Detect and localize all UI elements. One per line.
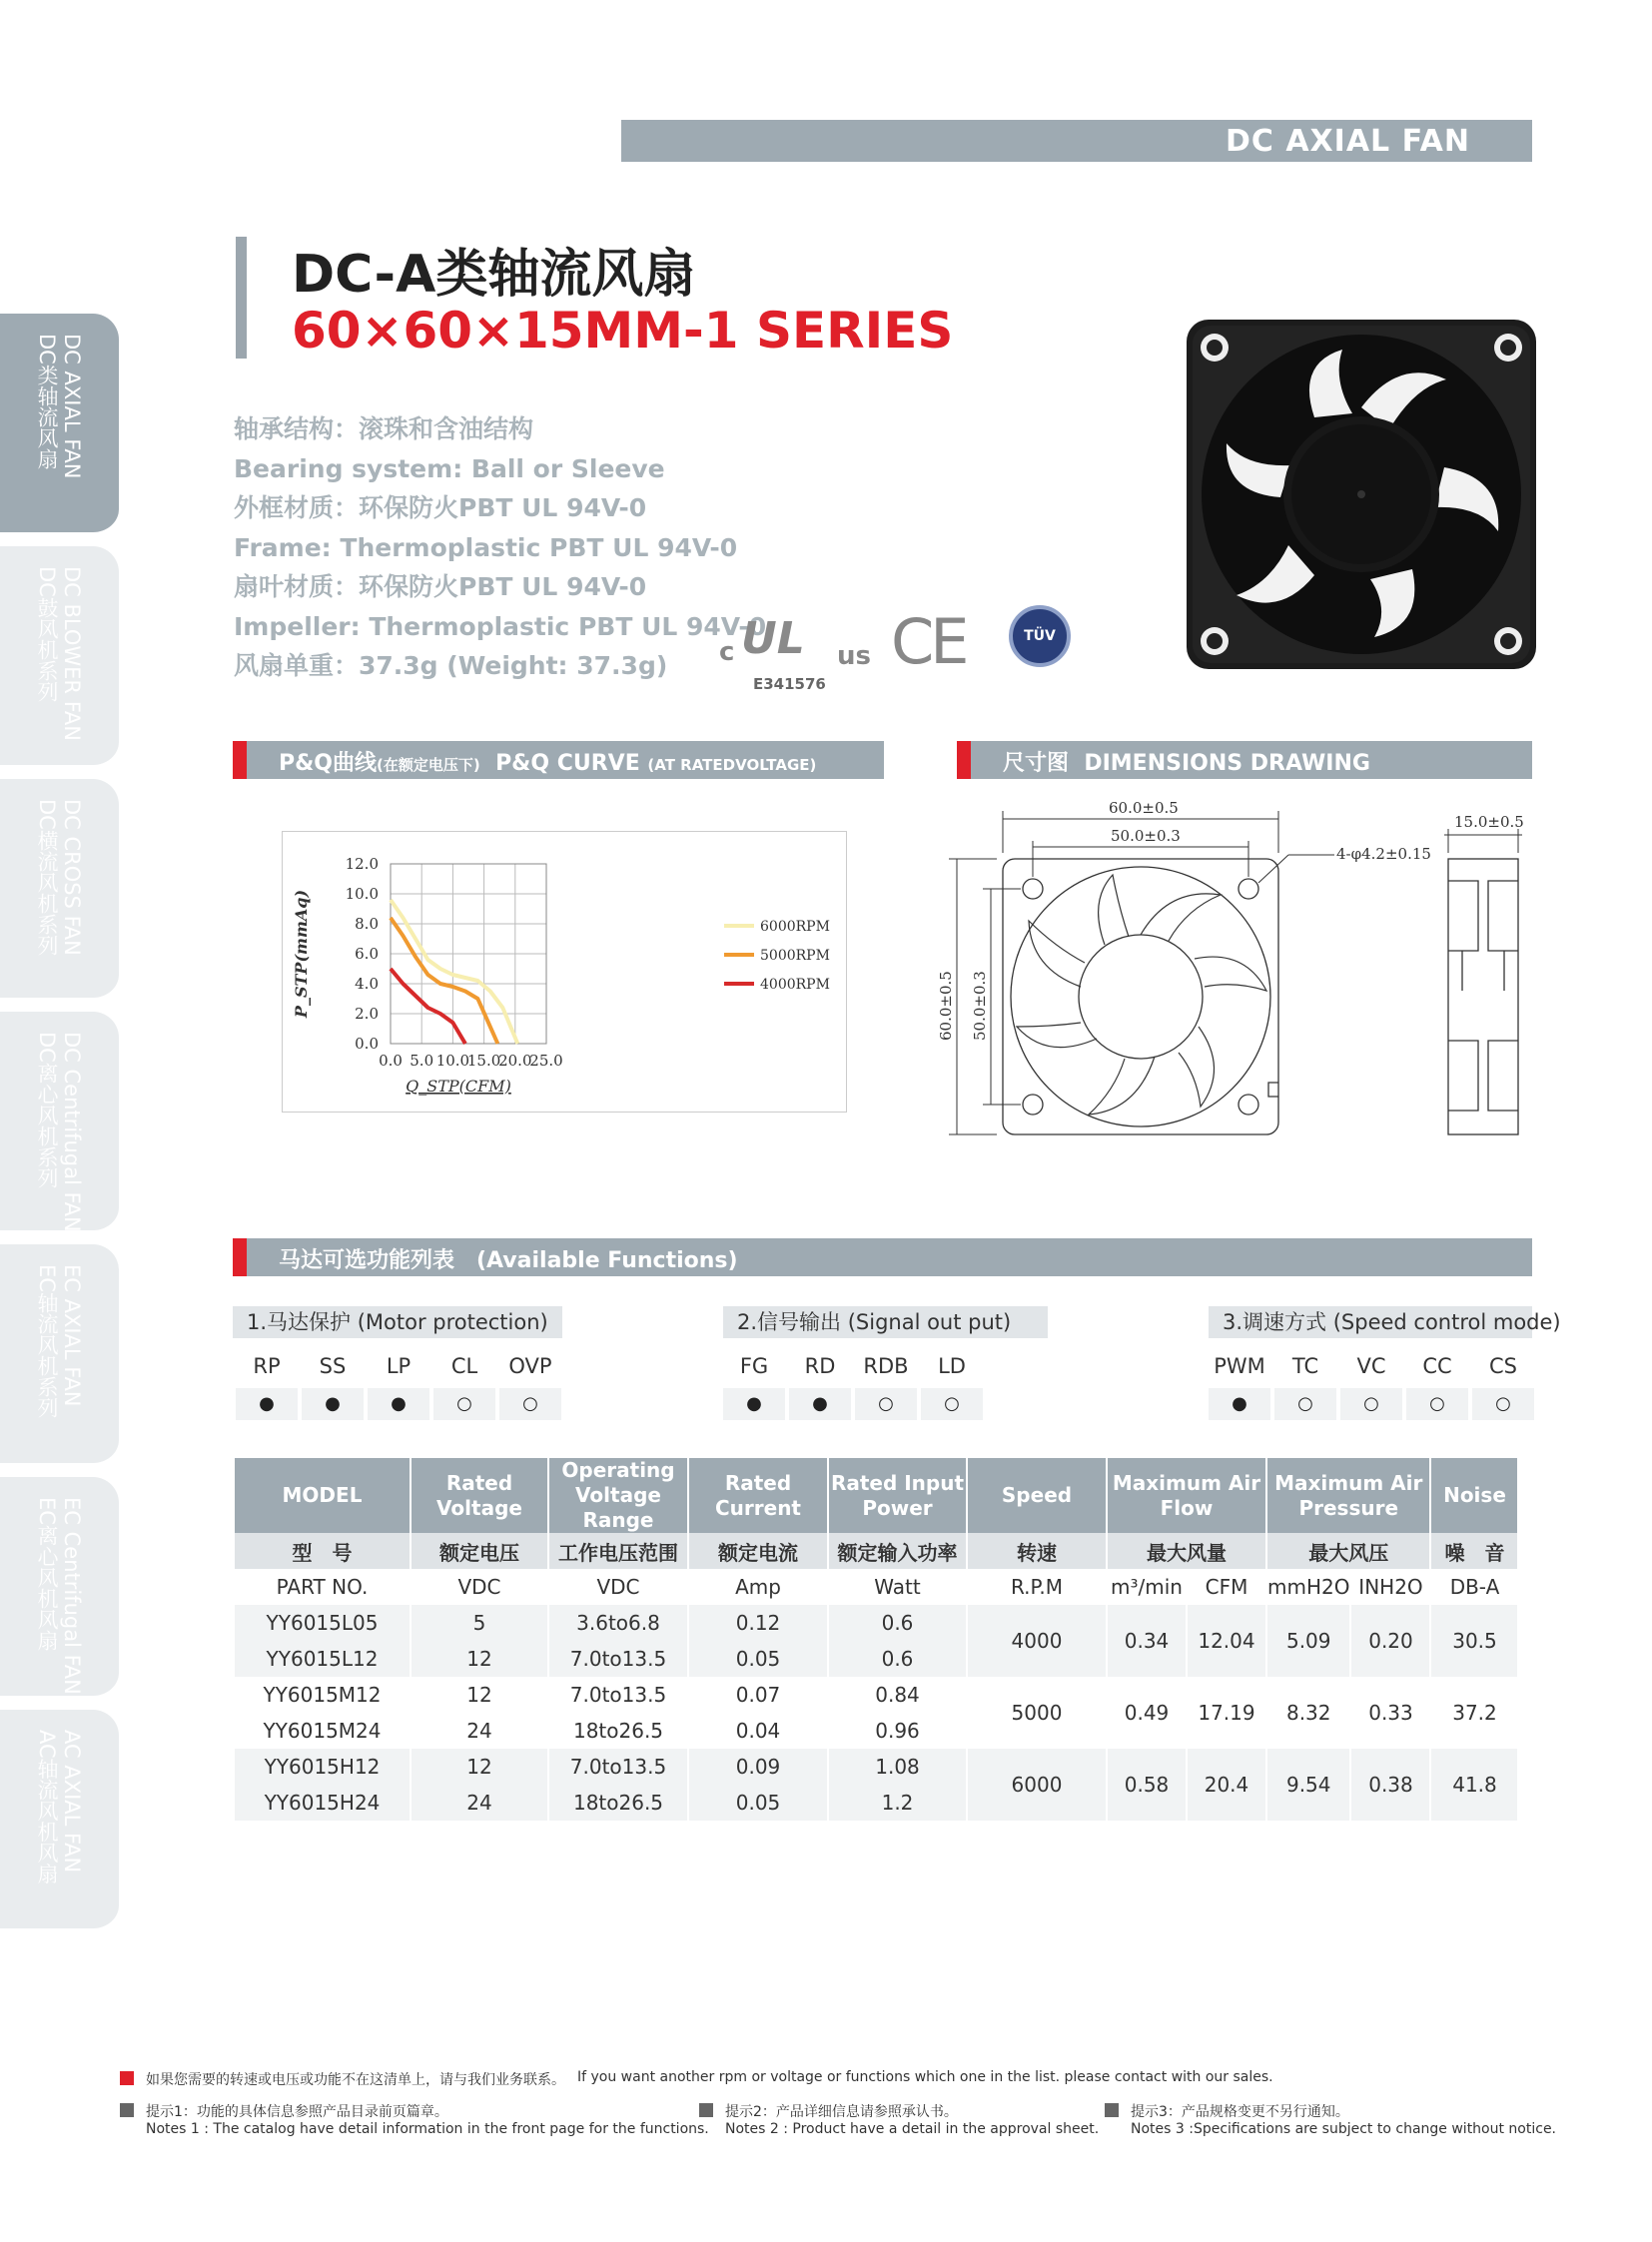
cell-range: 7.0to13.5 [548,1749,688,1785]
legend-label: 5000RPM [760,948,830,964]
dim-hole-label: 4-φ4.2±0.15 [1336,845,1431,863]
th-speed: Speed [967,1458,1107,1533]
footer-note-cn: 提示3：产品规格变更不另行通知。 [1131,2104,1349,2120]
cell-pressure-in: 0.20 [1350,1605,1430,1677]
unit-cell: DB-A [1430,1569,1517,1605]
spec-line: 外框材质：环保防火PBT UL 94V-0 [234,493,647,522]
cell-power: 0.6 [828,1605,967,1641]
cell-pressure-in: 0.38 [1350,1749,1430,1821]
cell-model: YY6015H12 [234,1749,411,1785]
func-mark: ● [368,1388,429,1420]
func-mark: ○ [1274,1388,1336,1420]
ul-c-mark: c [719,637,735,667]
side-tab-ec-axial[interactable] [0,1244,119,1466]
cell-flow-cfm: 20.4 [1187,1749,1266,1821]
dim-section-title [1003,746,1370,777]
footer-note-en: Notes 3 :Specifications are subject to change without notice. [1131,2121,1557,2137]
dim-thickness: 15.0±0.5 [1454,813,1524,831]
dim-title-en: DIMENSIONS DRAWING [1084,751,1370,776]
func-mark: ○ [499,1388,561,1420]
unit-cell: mmH2O [1266,1569,1350,1605]
series-line-4000rpm [391,969,465,1044]
func-item: LD [938,1354,966,1378]
spec-line: 扇叶材质：环保防火PBT UL 94V-0 [234,572,647,601]
func-item: CC [1422,1354,1452,1378]
cell-model: YY6015H24 [234,1785,411,1821]
y-tick-label: 10.0 [345,885,379,903]
th-operating-voltage: Operating Voltage Range [548,1458,688,1533]
functions-section-header [233,1238,1532,1276]
x-tick-label: 15.0 [466,1052,501,1070]
side-tab-label-cn: EC轴流风机系列 [35,1264,59,1418]
footer-note-en: Notes 1 : The catalog have detail information in the front page for the functions. [146,2121,709,2137]
table-header-cn-row [234,1533,1517,1569]
title-accent-bar [236,237,247,359]
cell-current: 0.05 [688,1641,828,1677]
side-tab-ec-centrifugal[interactable] [0,1477,119,1699]
cell-voltage: 5 [411,1605,548,1641]
pq-chart [282,831,847,1113]
cell-voltage: 24 [411,1785,548,1821]
func-item: SS [319,1354,347,1378]
func-group-title: 1.马达保护 (Motor protection) [233,1306,562,1338]
cell-power: 1.08 [828,1749,967,1785]
cell-current: 0.05 [688,1785,828,1821]
func-item: RD [804,1354,836,1378]
pq-section-header [233,741,884,779]
page-subtitle: 60×60×15MM-1 SERIES [292,302,954,360]
spec-line: Frame: Thermoplastic PBT UL 94V-0 [234,532,738,562]
cell-model: YY6015L12 [234,1641,411,1677]
cell-power: 1.2 [828,1785,967,1821]
pq-title-en: P&Q CURVE [495,751,640,776]
pq-title-cn: P&Q曲线 [279,751,378,776]
pq-chart-svg [283,832,848,1114]
cell-noise: 37.2 [1430,1677,1517,1749]
dimensions-section-header [957,741,1532,779]
footer-note-cn: 提示2：产品详细信息请参照承认书。 [725,2104,958,2120]
cell-model: YY6015M12 [234,1677,411,1713]
side-tab-label-cn: DC类轴流风扇 [35,334,59,469]
unit-cell: R.P.M [967,1569,1107,1605]
table-header-row [234,1458,1517,1533]
spec-table [233,1458,1517,1821]
func-mark: ○ [1472,1388,1534,1420]
x-tick-label: 25.0 [529,1052,563,1070]
func-mark: ○ [855,1388,917,1420]
x-tick-label: 20.0 [498,1052,532,1070]
y-tick-label: 8.0 [355,915,379,933]
footer-red-marker [120,2071,134,2085]
ce-cert-logo: CE [891,605,966,678]
spec-line: Bearing system: Ball or Sleeve [234,453,665,483]
side-tab-label-en: EC AXIAL FAN [60,1264,84,1407]
cell-flow-m3: 0.58 [1107,1749,1187,1821]
cell-range: 7.0to13.5 [548,1677,688,1713]
cell-current: 0.04 [688,1713,828,1749]
side-tab-label-cn: AC轴流风机风扇 [35,1730,59,1884]
y-tick-label: 12.0 [345,855,379,873]
unit-cell: INH2O [1350,1569,1430,1605]
side-tab-label-en: DC AXIAL FAN [60,334,84,479]
functions-title: 马达可选功能列表 (Available Functions) [279,1248,738,1273]
cell-model: YY6015M24 [234,1713,411,1749]
unit-cell: PART NO. [234,1569,411,1605]
func-mark: ○ [1340,1388,1402,1420]
fan-product-photo [1185,318,1538,671]
func-item: RP [253,1354,281,1378]
cell-current: 0.09 [688,1749,828,1785]
th-cn: 型 号 [234,1533,411,1569]
cell-voltage: 12 [411,1641,548,1677]
side-tab-label-en: DC CROSS FAN [60,799,84,956]
pq-title-cn-note: (在额定电压下) [377,756,480,774]
table-row [234,1605,1517,1641]
th-cn: 额定输入功率 [828,1533,967,1569]
func-mark: ○ [1406,1388,1468,1420]
section-accent [957,741,971,779]
dim-title-cn: 尺寸图 [1003,751,1070,776]
func-item: TC [1291,1354,1319,1378]
y-tick-label: 6.0 [355,945,379,963]
th-cn: 工作电压范围 [548,1533,688,1569]
func-item: LP [386,1354,412,1378]
unit-cell: Watt [828,1569,967,1605]
th-cn: 转速 [967,1533,1107,1569]
func-item: VC [1356,1354,1386,1378]
y-tick-label: 4.0 [355,975,379,993]
spec-line: Impeller: Thermoplastic PBT UL 94V-0 [234,611,767,641]
unit-cell: CFM [1187,1569,1266,1605]
unit-cell: m³/min [1107,1569,1187,1605]
section-accent [233,741,247,779]
header-band [621,120,1532,162]
page-title: DC-A类轴流风扇 [292,245,696,305]
footer-note-marker [699,2103,713,2117]
th-max-air-pressure: Maximum Air Pressure [1266,1458,1430,1533]
header-band-text: DC AXIAL FAN [1225,124,1470,159]
dim-overall-height: 60.0±0.5 [937,971,955,1041]
th-cn: 噪 音 [1430,1533,1517,1569]
cell-flow-cfm: 17.19 [1187,1677,1266,1749]
x-tick-label: 5.0 [410,1052,434,1070]
cell-power: 0.6 [828,1641,967,1677]
side-tab-dc-centrifugal[interactable] [0,1012,119,1233]
cell-noise: 41.8 [1430,1749,1517,1821]
func-item: FG [739,1354,769,1378]
side-tab-label-cn: DC鼓风机系列 [35,566,59,702]
cell-voltage: 12 [411,1749,548,1785]
th-rated-voltage: Rated Voltage [411,1458,548,1533]
th-noise: Noise [1430,1458,1517,1533]
cell-flow-m3: 0.49 [1107,1677,1187,1749]
side-tab-label-cn: DC横流风机系列 [35,799,59,956]
cell-speed: 5000 [967,1677,1107,1749]
cell-model: YY6015L05 [234,1605,411,1641]
cell-current: 0.12 [688,1605,828,1641]
cell-pressure-in: 0.33 [1350,1677,1430,1749]
series-line-5000rpm [391,918,497,1044]
func-group-title: 2.信号输出 (Signal out put) [723,1306,1048,1338]
section-accent [233,1238,247,1276]
y-tick-label: 2.0 [355,1005,379,1023]
pq-section-title [279,746,816,777]
cell-flow-m3: 0.34 [1107,1605,1187,1677]
th-model: MODEL [234,1458,411,1533]
side-tab-label-en: AC AXIAL FAN [60,1730,84,1873]
cell-power: 0.84 [828,1677,967,1713]
footer-note-marker [1105,2103,1119,2117]
side-tab-label-cn: DC离心风机系列 [35,1032,59,1188]
x-axis-label: Q_STP(CFM) [406,1077,511,1096]
cell-range: 7.0to13.5 [548,1641,688,1677]
cell-speed: 6000 [967,1749,1107,1821]
footer-note-en: Notes 2 : Product have a detail in the approval sheet. [725,2121,1100,2137]
func-item: CL [450,1354,478,1378]
unit-cell: VDC [548,1569,688,1605]
func-mark: ○ [921,1388,983,1420]
dim-overall-width: 60.0±0.5 [1109,799,1179,817]
side-tab-dc-cross[interactable] [0,779,119,1001]
func-mark: ● [723,1388,785,1420]
side-tab-ac-axial[interactable] [0,1710,119,1931]
func-mark: ○ [433,1388,495,1420]
ul-cert-number: E341576 [753,675,826,693]
cell-power: 0.96 [828,1713,967,1749]
side-tab-label-en: DC Centrifugal FAN [60,1032,84,1232]
th-rated-current: Rated Current [688,1458,828,1533]
func-item: CS [1489,1354,1517,1378]
legend-label: 6000RPM [760,919,830,935]
th-rated-power: Rated Input Power [828,1458,967,1533]
legend-label: 4000RPM [760,977,830,993]
side-tab-label-en: DC BLOWER FAN [60,566,84,741]
pq-title-en-note: (AT RATEDVOLTAGE) [647,756,817,774]
y-axis-label: P_STP(mmAq) [292,889,311,1019]
cell-voltage: 24 [411,1713,548,1749]
func-mark: ● [789,1388,851,1420]
unit-cell: VDC [411,1569,548,1605]
ul-cert-logo [719,607,869,697]
cell-pressure-mm: 9.54 [1266,1749,1350,1821]
cell-range: 18to26.5 [548,1713,688,1749]
cell-flow-cfm: 12.04 [1187,1605,1266,1677]
spec-line: 轴承结构：滚珠和含油结构 [234,414,534,443]
cell-noise: 30.5 [1430,1605,1517,1677]
th-cn: 额定电流 [688,1533,828,1569]
th-cn: 额定电压 [411,1533,548,1569]
cell-range: 3.6to6.8 [548,1605,688,1641]
dimensions-drawing [929,791,1538,1170]
th-max-air-flow: Maximum Air Flow [1107,1458,1266,1533]
side-tab-label-cn: EC离心风机风扇 [35,1497,59,1651]
func-mark: ● [1209,1388,1270,1420]
func-mark: ● [302,1388,364,1420]
unit-cell: Amp [688,1569,828,1605]
table-row [234,1677,1517,1713]
func-group-title: 3.调速方式 (Speed control mode) [1209,1306,1532,1338]
ul-mark: UL [741,613,805,664]
x-tick-label: 0.0 [379,1052,403,1070]
func-item: RDB [863,1354,909,1378]
table-units-row [234,1569,1517,1605]
spec-line: 风扇单重：37.3g (Weight: 37.3g) [234,651,668,680]
cell-current: 0.07 [688,1677,828,1713]
footer-main-cn: 如果您需要的转速或电压或功能不在这清单上，请与我们业务联系。 [146,2072,565,2088]
func-item: PWM [1214,1354,1265,1378]
cell-voltage: 12 [411,1677,548,1713]
footer-note-marker [120,2103,134,2117]
table-row [234,1749,1517,1785]
cell-speed: 4000 [967,1605,1107,1677]
cell-range: 18to26.5 [548,1785,688,1821]
func-item: OVP [508,1354,552,1378]
dim-hole-spacing: 50.0±0.3 [1111,827,1181,845]
footer-main-en: If you want another rpm or voltage or functions which one in the list. please contact with our sales. [577,2069,1273,2085]
y-tick-label: 0.0 [355,1035,379,1053]
side-tab-dc-axial[interactable] [0,314,119,535]
th-cn: 最大风压 [1266,1533,1430,1569]
th-cn: 最大风量 [1107,1533,1266,1569]
spec-list [234,409,767,686]
cell-pressure-mm: 8.32 [1266,1677,1350,1749]
x-tick-label: 10.0 [435,1052,470,1070]
side-tab-dc-blower[interactable] [0,546,119,768]
footer-note-cn: 提示1：功能的具体信息参照产品目录前页篇章。 [146,2104,448,2120]
tuv-cert-logo: TÜV [1009,605,1071,667]
func-mark: ● [236,1388,298,1420]
ul-us-mark: us [837,641,871,671]
dim-hole-spacing-v: 50.0±0.3 [971,971,989,1041]
side-tab-label-en: EC Centrifugal FAN [60,1497,84,1695]
cell-pressure-mm: 5.09 [1266,1605,1350,1677]
